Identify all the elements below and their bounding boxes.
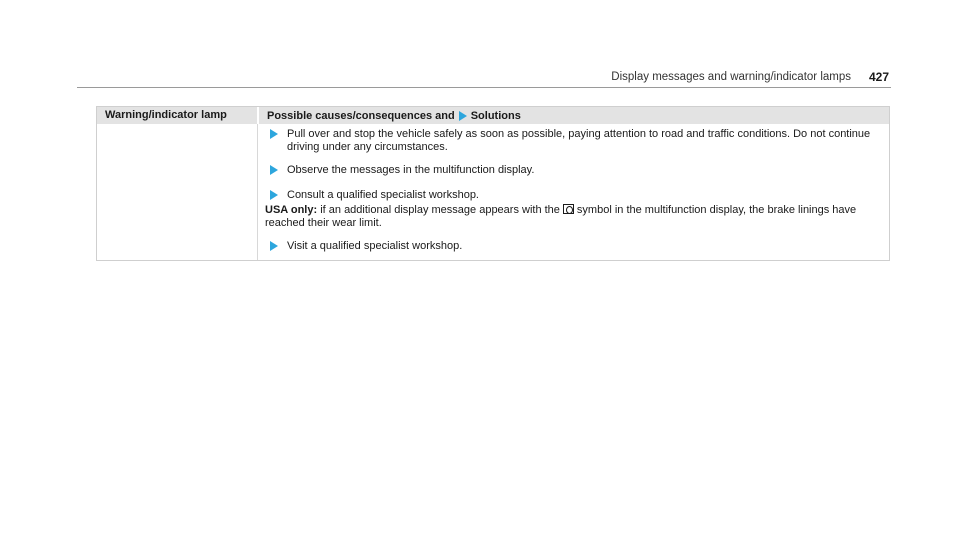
step-1 <box>265 128 883 154</box>
usa-note-label: USA only: <box>265 204 318 216</box>
step-3-text: Consult a qualified specialist workshop. <box>287 189 479 201</box>
step-2 <box>265 164 883 179</box>
table-row <box>97 124 889 260</box>
action-arrow-icon <box>270 190 278 200</box>
table-header-row <box>97 107 889 124</box>
step-4 <box>265 240 883 255</box>
column-header-causes <box>257 107 889 124</box>
page-number: 427 <box>868 70 889 84</box>
step-4-text: Visit a qualified specialist workshop. <box>287 240 463 252</box>
page-header <box>77 71 891 88</box>
lamp-cell <box>97 124 257 260</box>
usa-note-text-after: symbol in the multifunction display, the brake linings have reached their wear limit. <box>265 204 857 229</box>
column-header-solutions-label: Solutions <box>470 109 521 122</box>
column-header-causes-label: Possible causes/consequences and <box>267 109 455 122</box>
action-arrow-icon <box>459 111 467 121</box>
step-2-text: Observe the messages in the multifunction display. <box>287 164 535 176</box>
brake-lining-wear-icon <box>563 204 574 214</box>
section-title: Display messages and warning/indicator lamps <box>611 71 851 83</box>
warning-lamp-table <box>96 106 890 261</box>
action-arrow-icon <box>270 129 278 139</box>
usa-note <box>265 204 883 230</box>
column-header-lamp: Warning/indicator lamp <box>105 109 227 121</box>
step-1-text: Pull over and stop the vehicle safely as soon as possible, paying attention to road and traffic conditions. Do not continue driving under any circumstances. <box>287 128 871 153</box>
solutions-cell <box>257 124 889 260</box>
step-3 <box>265 189 883 204</box>
action-arrow-icon <box>270 241 278 251</box>
action-arrow-icon <box>270 165 278 175</box>
usa-note-text-before: if an additional display message appears with the <box>320 204 560 216</box>
